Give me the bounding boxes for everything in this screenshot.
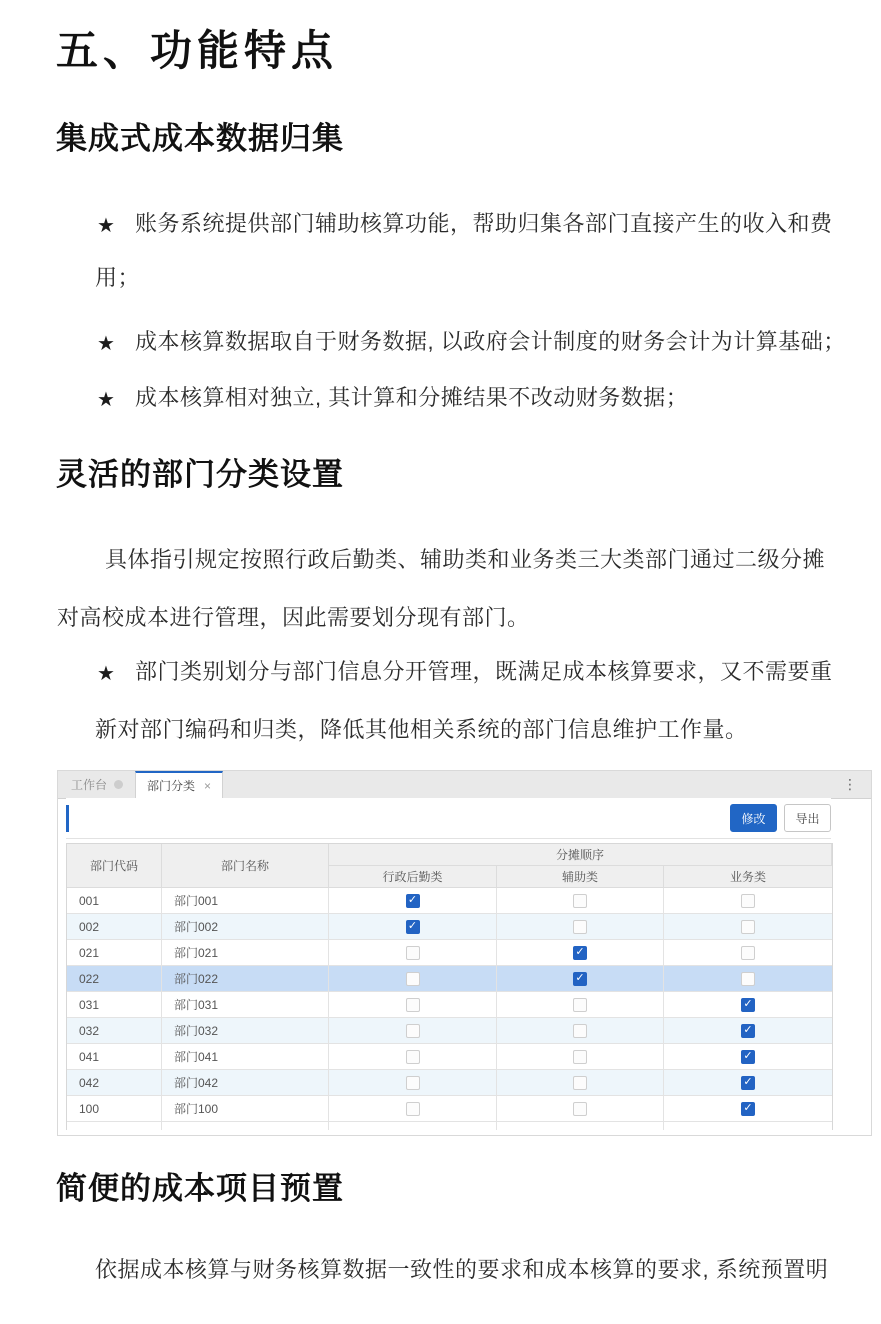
checkbox-unchecked-icon[interactable] — [406, 1050, 420, 1064]
checkbox-checked-icon[interactable]: ✓ — [573, 972, 587, 986]
checkbox-cell — [497, 888, 664, 914]
checkbox-cell — [329, 940, 497, 966]
app-screenshot-panel — [57, 770, 872, 1136]
dept-table — [66, 843, 833, 1130]
dept-code-cell: 041 — [67, 1044, 162, 1070]
dept-name-cell: 部门002 — [162, 914, 329, 940]
dept-code-cell: 001 — [67, 888, 162, 914]
col-header-group: 分摊顺序 — [329, 844, 832, 866]
bullet-star-icon: ★ — [97, 333, 115, 355]
table-header — [67, 844, 832, 888]
dept-name-cell: 部门042 — [162, 1070, 329, 1096]
col-header-admin: 行政后勤类 — [329, 866, 497, 888]
checkbox-cell — [329, 888, 497, 914]
close-icon[interactable]: × — [204, 778, 212, 793]
checkbox-cell — [497, 1070, 664, 1096]
table-row[interactable] — [67, 992, 832, 1018]
checkbox-unchecked-icon[interactable] — [741, 972, 755, 986]
checkbox-cell — [329, 1044, 497, 1070]
bullet-star-icon: ★ — [97, 215, 115, 237]
toolbar — [66, 798, 831, 839]
checkbox-checked-icon[interactable]: ✓ — [741, 998, 755, 1012]
bullet-text: 成本核算数据取自于财务数据, 以政府会计制度的财务会计为计算基础； — [135, 329, 846, 354]
checkbox-cell — [497, 1096, 664, 1122]
col-header-business: 业务类 — [664, 866, 832, 888]
checkbox-cell — [664, 888, 832, 914]
tab-workbench[interactable] — [58, 771, 135, 798]
doc-title: 五、功能特点 — [56, 29, 339, 75]
checkbox-cell — [497, 1044, 664, 1070]
checkbox-unchecked-icon[interactable] — [573, 998, 587, 1012]
tab-dept-category-label: 部门分类 — [147, 779, 196, 793]
checkbox-cell — [664, 966, 832, 992]
table-row[interactable] — [67, 1070, 832, 1096]
tab-workbench-label: 工作台 — [71, 778, 108, 792]
col-header-name: 部门名称 — [162, 844, 329, 888]
table-body — [67, 888, 832, 1122]
dept-code-cell: 022 — [67, 966, 162, 992]
checkbox-cell — [329, 914, 497, 940]
table-row[interactable] — [67, 1018, 832, 1044]
dept-code-cell: 042 — [67, 1070, 162, 1096]
checkbox-unchecked-icon[interactable] — [406, 998, 420, 1012]
paragraph-line: 具体指引规定按照行政后勤类、辅助类和业务类三大类部门通过二级分摊 — [105, 547, 826, 572]
dept-code-cell: 100 — [67, 1096, 162, 1122]
tab-bar — [58, 771, 871, 799]
tab-status-icon — [114, 780, 123, 789]
checkbox-cell — [664, 940, 832, 966]
toolbar-buttons — [730, 804, 831, 832]
dept-code-cell: 021 — [67, 940, 162, 966]
bullet-text: 新对部门编码和归类，降低其他相关系统的部门信息维护工作量。 — [95, 717, 748, 742]
table-row[interactable] — [67, 1044, 832, 1070]
checkbox-checked-icon[interactable]: ✓ — [406, 920, 420, 934]
checkbox-unchecked-icon[interactable] — [406, 1076, 420, 1090]
checkbox-checked-icon[interactable]: ✓ — [741, 1076, 755, 1090]
dept-name-cell: 部门100 — [162, 1096, 329, 1122]
checkbox-cell — [329, 966, 497, 992]
checkbox-unchecked-icon[interactable] — [573, 1076, 587, 1090]
table-row[interactable] — [67, 966, 832, 992]
dept-name-cell: 部门032 — [162, 1018, 329, 1044]
tab-dept-category[interactable] — [135, 771, 223, 798]
checkbox-cell — [497, 966, 664, 992]
checkbox-cell — [329, 1070, 497, 1096]
checkbox-unchecked-icon[interactable] — [573, 1102, 587, 1116]
checkbox-cell — [497, 992, 664, 1018]
bullet-star-icon: ★ — [97, 389, 115, 411]
table-row[interactable] — [67, 888, 832, 914]
checkbox-cell — [329, 1018, 497, 1044]
checkbox-cell — [329, 992, 497, 1018]
section-heading-simple: 简便的成本项目预置 — [56, 1171, 344, 1206]
paragraph-line: 对高校成本进行管理，因此需要划分现有部门。 — [57, 605, 530, 630]
checkbox-checked-icon[interactable]: ✓ — [741, 1050, 755, 1064]
bullet-text: 用； — [95, 265, 141, 290]
checkbox-unchecked-icon[interactable] — [741, 920, 755, 934]
checkbox-unchecked-icon[interactable] — [406, 1024, 420, 1038]
table-row[interactable] — [67, 940, 832, 966]
dept-code-cell: 031 — [67, 992, 162, 1018]
dept-name-cell: 部门031 — [162, 992, 329, 1018]
checkbox-unchecked-icon[interactable] — [406, 972, 420, 986]
checkbox-cell — [664, 1044, 832, 1070]
kebab-menu-icon[interactable]: ⋮ — [843, 776, 857, 792]
section-heading-integrated: 集成式成本数据归集 — [56, 121, 344, 156]
checkbox-cell — [497, 914, 664, 940]
dept-code-cell: 032 — [67, 1018, 162, 1044]
checkbox-cell — [664, 1096, 832, 1122]
dept-code-cell: 002 — [67, 914, 162, 940]
table-row[interactable] — [67, 1096, 832, 1122]
checkbox-unchecked-icon[interactable] — [741, 894, 755, 908]
checkbox-unchecked-icon[interactable] — [573, 920, 587, 934]
bullet-text: 账务系统提供部门辅助核算功能，帮助归集各部门直接产生的收入和费 — [135, 211, 833, 236]
text-cursor-bar[interactable] — [66, 805, 69, 832]
dept-name-cell: 部门021 — [162, 940, 329, 966]
checkbox-unchecked-icon[interactable] — [741, 946, 755, 960]
table-row[interactable] — [67, 914, 832, 940]
checkbox-cell — [329, 1096, 497, 1122]
checkbox-unchecked-icon[interactable] — [406, 946, 420, 960]
bullet-star-icon: ★ — [97, 663, 115, 685]
checkbox-cell — [497, 940, 664, 966]
checkbox-checked-icon[interactable]: ✓ — [573, 946, 587, 960]
checkbox-cell — [664, 992, 832, 1018]
paragraph-line: 依据成本核算与财务核算数据一致性的要求和成本核算的要求, 系统预置明 — [95, 1257, 829, 1282]
checkbox-unchecked-icon[interactable] — [573, 1050, 587, 1064]
modify-button[interactable]: 修改 — [730, 804, 777, 832]
checkbox-checked-icon[interactable]: ✓ — [741, 1102, 755, 1116]
checkbox-unchecked-icon[interactable] — [573, 1024, 587, 1038]
bullet-text: 部门类别划分与部门信息分开管理，既满足成本核算要求，又不需要重 — [135, 659, 833, 684]
col-header-code: 部门代码 — [67, 844, 162, 888]
col-header-aux: 辅助类 — [497, 866, 664, 888]
dept-name-cell: 部门041 — [162, 1044, 329, 1070]
checkbox-cell — [664, 914, 832, 940]
dept-name-cell: 部门022 — [162, 966, 329, 992]
section-heading-flexible: 灵活的部门分类设置 — [56, 457, 344, 492]
table-bottom-strip — [67, 1122, 832, 1130]
checkbox-unchecked-icon[interactable] — [406, 1102, 420, 1116]
bullet-text: 成本核算相对独立, 其计算和分摊结果不改动财务数据； — [135, 385, 689, 410]
checkbox-unchecked-icon[interactable] — [573, 894, 587, 908]
checkbox-cell — [664, 1070, 832, 1096]
checkbox-cell — [664, 1018, 832, 1044]
checkbox-checked-icon[interactable]: ✓ — [741, 1024, 755, 1038]
checkbox-cell — [497, 1018, 664, 1044]
checkbox-checked-icon[interactable]: ✓ — [406, 894, 420, 908]
dept-name-cell: 部门001 — [162, 888, 329, 914]
export-button[interactable]: 导出 — [784, 804, 831, 832]
